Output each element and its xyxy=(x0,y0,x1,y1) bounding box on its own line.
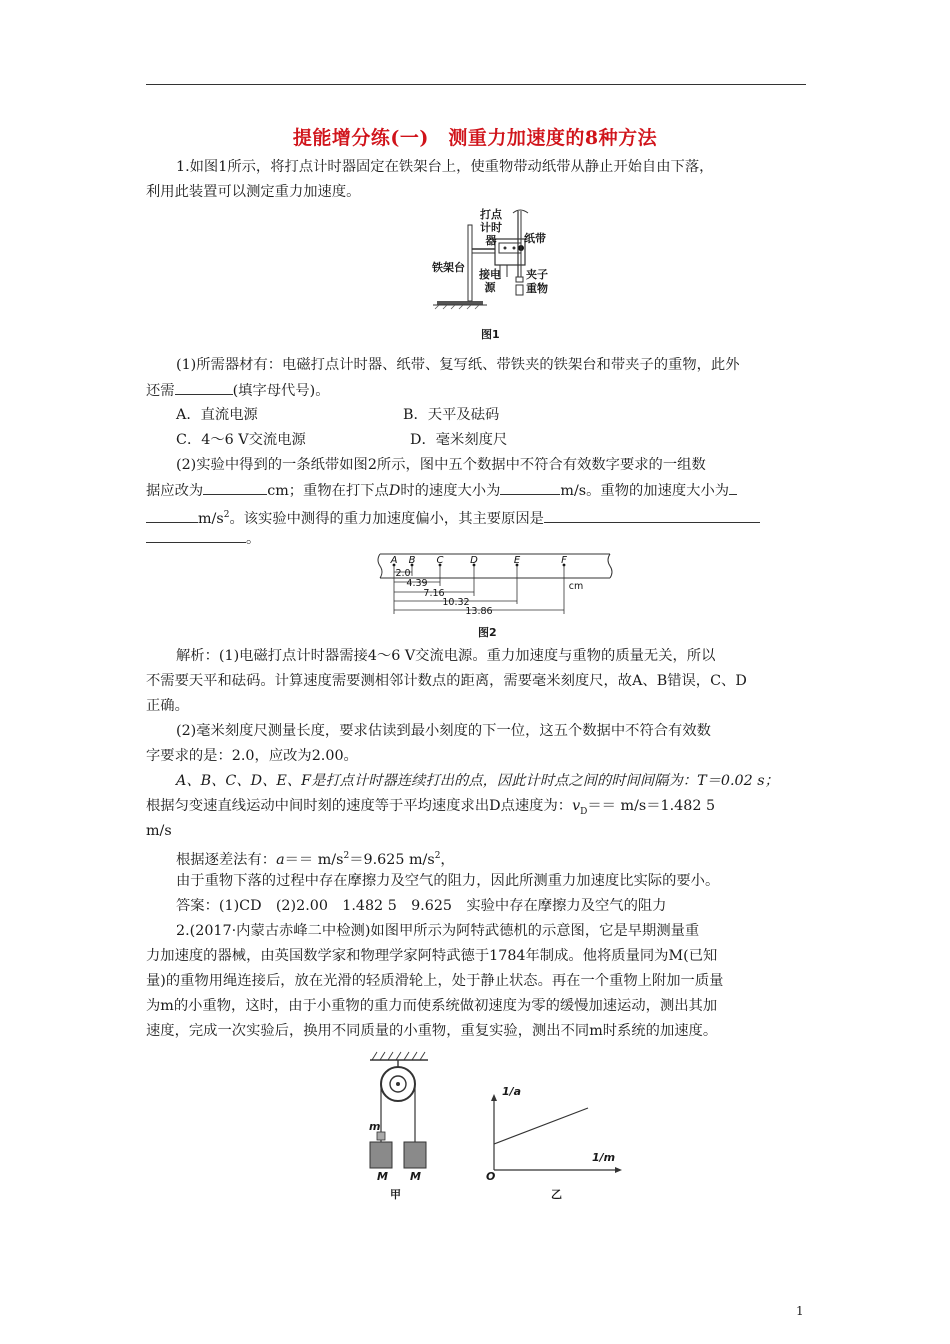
figure-yi-graph xyxy=(480,1090,630,1180)
q1-part2-line-4: 。 xyxy=(146,528,260,549)
tape-length-label: 13.86 xyxy=(465,606,493,617)
solution-line-4: (2)毫米刻度尺测量长度，要求估读到最小刻度的下一位，这五个数据中不符合有效数 xyxy=(176,723,711,739)
solution-line-9: 根据逐差法有：$a== m/s^2=9.625$ $m/s^2$， xyxy=(176,851,455,868)
q1-part1-line-1: (1)所需器材有：电磁打点计时器、纸带、复写纸、带铁夹的铁架台和带夹子的重物，此外 xyxy=(176,357,740,373)
tape-point-label: D xyxy=(470,555,478,566)
q1-stem-line-1: 1.如图1所示，将打点计时器固定在铁架台上，使重物带动纸带从静止开始自由下落， xyxy=(176,159,714,175)
answer-line: 答案：(1)CD (2)2.00 1.482 5 9.625 实验中存在摩擦力及空气的阻力 xyxy=(176,898,667,914)
tape-point-label: C xyxy=(436,555,444,566)
solution-line-7: 根据匀变速直线运动中间时刻的速度等于平均速度求出D点速度为：$v_D== m/s=1.482$ 5 xyxy=(146,798,716,817)
q1-part2-line-1: (2)实验中得到的一条纸带如图2所示，图中五个数据中不符合有效数字要求的一组数 xyxy=(176,457,706,473)
yi-x-axis-label: 1/m xyxy=(592,1151,616,1164)
jia-caption: 甲 xyxy=(390,1188,401,1201)
answer-blank[interactable] xyxy=(203,480,267,495)
page-title: 提能增分练(一) 测重力加速度的8种方法 xyxy=(292,127,658,149)
q2-line-5: 速度，完成一次实验后，换用不同质量的小重物，重复实验，测出不同m时系统的加速度。 xyxy=(146,1023,718,1039)
header-rule xyxy=(146,84,806,85)
tape-length-label: 4.39 xyxy=(406,578,428,589)
jia-label-m: m xyxy=(369,1120,381,1133)
answer-blank[interactable] xyxy=(500,480,560,495)
solution-line-8: m/s xyxy=(146,823,172,839)
q2-line-3: 量)的重物用绳连接后，放在光滑的轻质滑轮上，处于静止状态。再在一个重物上附加一质量 xyxy=(146,973,724,989)
solution-line-10: 由于重物下落的过程中存在摩擦力及空气的阻力，因此所测重力加速度比实际的要小。 xyxy=(176,873,720,889)
fig1-label-weight: 重物 xyxy=(526,282,548,295)
q2-line-2: 力加速度的器械，由英国数学家和物理学家阿特武德于1784年制成。他将质量同为M(已知 xyxy=(146,948,718,964)
answer-blank[interactable] xyxy=(175,380,233,395)
jia-label-M-right: M xyxy=(410,1170,421,1183)
tape-point-label: E xyxy=(513,555,521,566)
graph-line xyxy=(494,1108,588,1144)
tape-length-label: 10.32 xyxy=(442,597,470,608)
figure-2-tape xyxy=(374,552,614,622)
option-c: C．4～6 V交流电源 xyxy=(176,432,306,448)
tape-point-label: F xyxy=(561,555,567,566)
q1-part2-line-2: 据应改为 cm；重物在打下点D时的速度大小为 m/s。重物的加速度大小为 xyxy=(146,480,737,501)
fig1-label-power: 接电 源 xyxy=(479,268,501,294)
yi-origin-label: O xyxy=(486,1170,496,1183)
fig1-label-clip: 夹子 xyxy=(526,268,548,281)
answer-blank[interactable] xyxy=(544,508,760,523)
tape-point-label: B xyxy=(408,555,416,566)
answer-blank[interactable] xyxy=(146,508,198,523)
q2-line-4: 为m的小重物，这时，由于小重物的重力而使系统做初速度为零的缓慢加速运动，测出其加 xyxy=(146,998,718,1014)
jia-label-M-left: M xyxy=(377,1170,388,1183)
tape-unit-label: cm xyxy=(568,581,584,592)
fig1-label-stand: 铁架台 xyxy=(432,261,465,274)
yi-caption: 乙 xyxy=(551,1188,562,1201)
fig1-label-timer: 打点 计时 器 xyxy=(480,208,502,247)
solution-line-1: 解析：(1)电磁打点计时器需接4～6 V交流电源。重力加速度与重物的质量无关，所以 xyxy=(176,648,716,664)
tape-point-label: A xyxy=(390,555,398,566)
tape-length-label: 7.16 xyxy=(423,588,445,599)
solution-line-5: 字要求的是：2.0，应改为2.00。 xyxy=(146,748,358,764)
fig2-caption: 图2 xyxy=(478,626,497,639)
q1-stem-line-2: 利用此装置可以测定重力加速度。 xyxy=(146,184,361,200)
yi-y-axis-label: 1/a xyxy=(502,1085,522,1098)
fig1-caption: 图1 xyxy=(481,328,500,341)
solution-line-6: A、B、C、D、E、F是打点计时器连续打出的点，因此计时点之间的时间间隔为：T＝0.02 s； xyxy=(176,773,779,789)
fig1-label-tape: 纸带 xyxy=(524,232,546,245)
page-number: 1 xyxy=(796,1304,804,1318)
option-d: D．毫米刻度尺 xyxy=(410,432,508,448)
q2-line-1: 2.(2017·内蒙古赤峰二中检测)如图甲所示为阿特武德机的示意图，它是早期测量重 xyxy=(176,923,700,939)
option-a: A．直流电源 xyxy=(176,407,258,423)
solution-line-2: 不需要天平和砝码。计算速度需要测相邻计数点的距离，需要毫米刻度尺，故A、B错误，C、D xyxy=(146,673,747,689)
answer-blank[interactable] xyxy=(146,528,246,543)
answer-blank[interactable] xyxy=(729,480,737,495)
solution-line-3: 正确。 xyxy=(146,698,189,714)
tape-length-label: 2.0 xyxy=(395,568,411,579)
option-b: B．天平及砝码 xyxy=(403,407,500,423)
q1-part2-line-3: $m/s^2$。该实验中测得的重力加速度偏小，其主要原因是 xyxy=(146,505,760,529)
q1-part1-line-2: 还需 (填字母代号)。 xyxy=(146,380,330,401)
